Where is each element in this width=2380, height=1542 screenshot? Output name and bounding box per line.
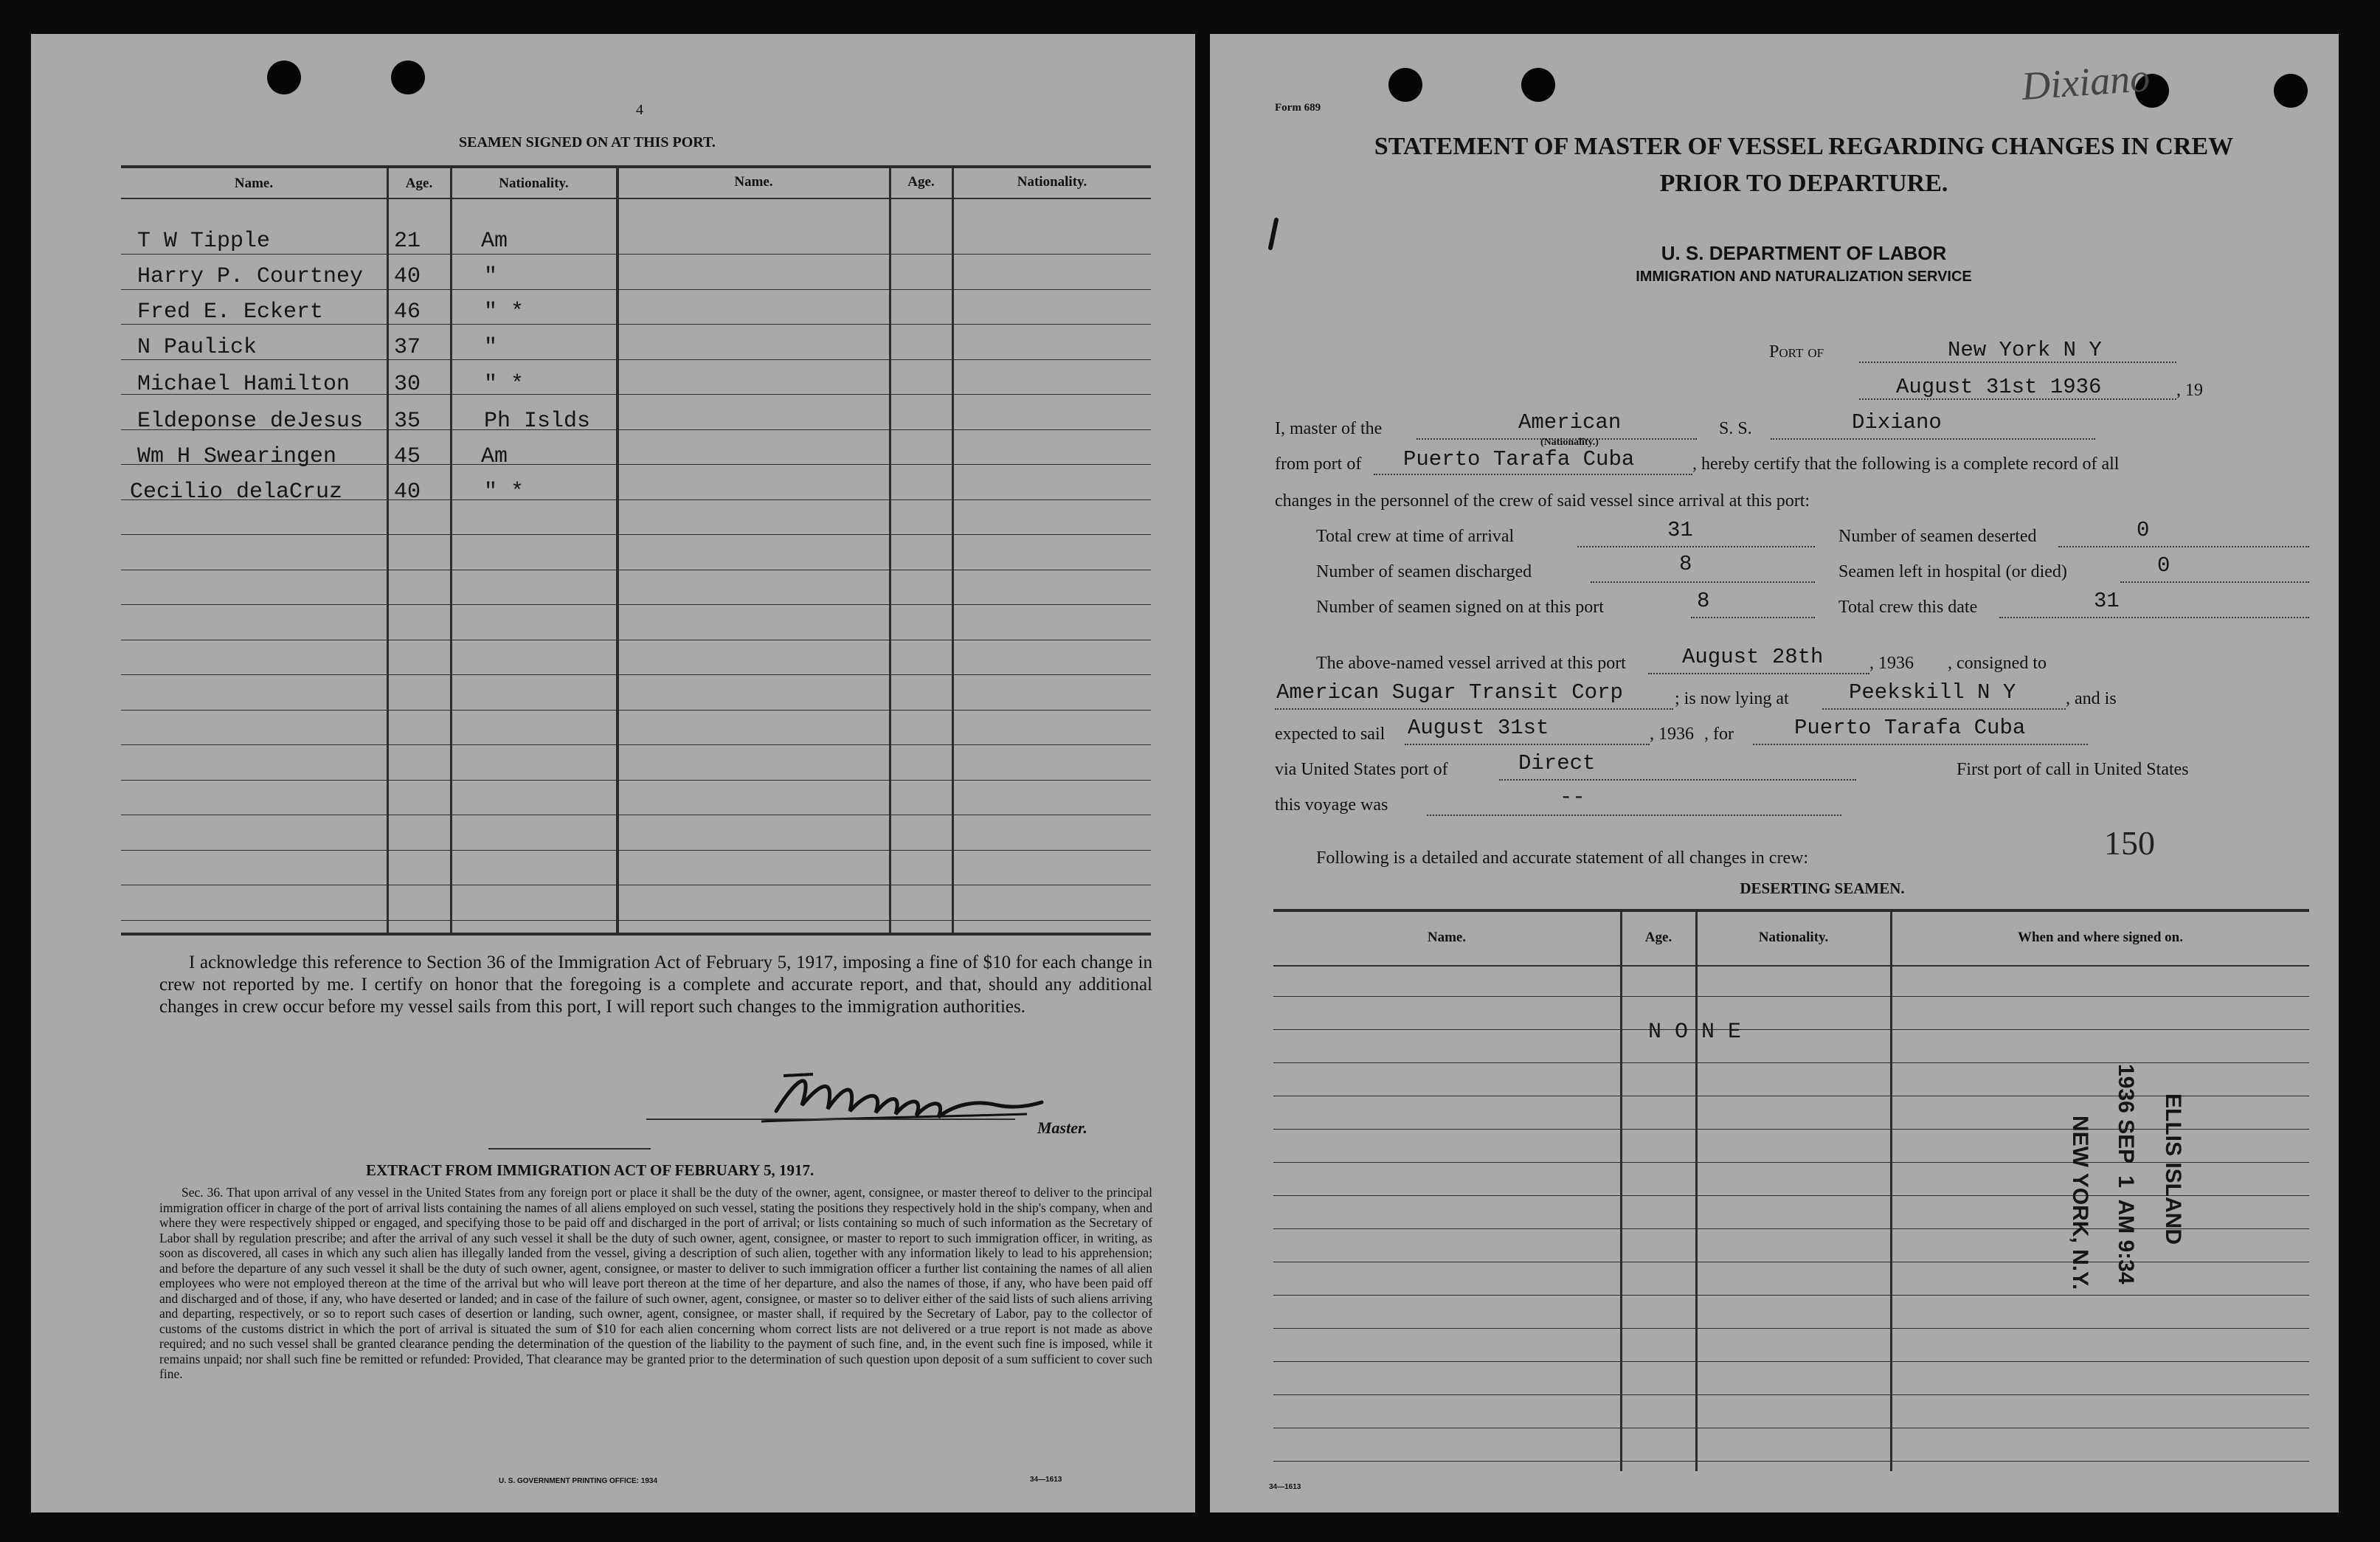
consigned-label: , consigned to: [1948, 654, 2047, 673]
arrived-line: [1648, 673, 1869, 674]
column-divider: [1620, 910, 1622, 1471]
row-rule: [1273, 1228, 2309, 1229]
stat-line: [1691, 617, 1815, 618]
department-name: U. S. DEPARTMENT OF LABOR: [1661, 242, 1947, 264]
extract-title: EXTRACT FROM IMMIGRATION ACT OF FEBRUARY 5, 1917.: [366, 1161, 814, 1179]
seaman-nationality: " *: [484, 372, 525, 397]
row-rule: [1273, 1062, 2309, 1063]
deserting-col-name: Name.: [1427, 930, 1467, 945]
for-line: [1753, 744, 2088, 745]
deserting-col-age: Age.: [1644, 930, 1672, 945]
row-rule: [1273, 1029, 2309, 1030]
stat-line: [1577, 546, 1815, 547]
discharged-label: Number of seamen discharged: [1316, 562, 1532, 581]
seaman-age: 40: [394, 480, 421, 505]
date-suffix: , 19: [2176, 381, 2203, 400]
voyage-line: [1427, 815, 1841, 816]
row-rule: [1273, 1328, 2309, 1329]
row-rule: [121, 604, 1151, 605]
expected-label: expected to sail: [1275, 725, 1386, 744]
signed-on-value: 8: [1697, 589, 1710, 613]
row-rule: [1273, 1195, 2309, 1196]
seaman-age: 35: [394, 409, 421, 434]
deserted-value: 0: [2137, 518, 2150, 542]
arrived-year: , 1936: [1869, 654, 1914, 673]
table-bottom-rule: [121, 933, 1151, 936]
seaman-nationality: Ph Islds: [484, 409, 591, 434]
expected-year: , 1936: [1650, 725, 1694, 744]
via-line: [1499, 779, 1856, 781]
for-label: , for: [1704, 725, 1734, 744]
for-value: Puerto Tarafa Cuba: [1794, 716, 2026, 740]
col-header-name: Name.: [234, 176, 274, 191]
seaman-nationality: " *: [484, 300, 525, 325]
lying-value: Peekskill N Y: [1849, 680, 2016, 705]
row-rule: [1273, 1461, 2309, 1462]
table-top-rule: [121, 165, 1151, 168]
seaman-nationality: Am: [481, 444, 508, 469]
deserting-top-rule: [1273, 909, 2309, 912]
seaman-nationality: Am: [481, 229, 508, 254]
row-rule: [1273, 1361, 2309, 1362]
form-title-line2: PRIOR TO DEPARTURE.: [1659, 170, 1948, 197]
seaman-name: Harry P. Courtney: [137, 264, 364, 289]
master-label: Master.: [1037, 1119, 1087, 1137]
master-of-label: I, master of the: [1275, 419, 1383, 438]
row-rule: [121, 744, 1151, 745]
form-code: 34—1613: [1269, 1483, 1301, 1491]
seaman-nationality: ": [484, 264, 498, 289]
total-crew-arrival-label: Total crew at time of arrival: [1316, 527, 1515, 546]
and-is-label: , and is: [2066, 689, 2117, 708]
arrived-label: The above-named vessel arrived at this port: [1316, 654, 1626, 673]
form-code: 34—1613: [1030, 1476, 1062, 1484]
column-divider: [616, 167, 619, 934]
seaman-name: Cecilio delaCruz: [130, 480, 343, 505]
lying-label: ; is now lying at: [1675, 689, 1789, 708]
extract-text: Sec. 36. That upon arrival of any vessel in the United States from any foreign port or place it shall be the duty of the owner, agent, consignee, or master thereof to deliver to the principal immigration officer in charge of the port of arrival lists containing the names of all aliens employed on such vessel, stating the positions they respectively hold in the ship's company, when and where they were respectively shipped or engaged, and specifying those to be paid off and discharged in the port of arrival; or lists containing so much of such information as the Secretary of Labor shall by regulation prescribe; and after the arrival of any such vessel it shall be the duty of such owner, agent, consignee, or master to report to such immigration officer, in writing, as soon as discovered, all cases in which any such alien has illegally landed from the vessel, giving a description of such alien, together with any information likely to lead to his apprehension; and before the departure of any such vessel it shall be the duty of such owner, agent, consignee, or master to deliver to such immigration officer a further list containing the names of all alien employees who were not employed thereon at the time of the arrival but who will leave port thereon at the time of her departure, and also the names of those, if any, who have been paid off and discharged and of those, if any, who have deserted or landed; and in case of the failure of such owner, agent, consignee, or master so to deliver either of the said lists of such aliens arriving and departing, respectively, or so to report such cases of desertion or landing, such owner, agent, consignee, or master shall, if required by the Secretary of Labor, pay to the collector of customs of the customs district in which the port of arrival is situated the sum of $10 for each alien concerning whom correct lists are not delivered or a true report is not made as above required; and no such vessel shall be granted clearance pending the determination of the question of the liability to the payment of such fine, and, in the event such fine is imposed, while it remains unpaid; nor shall such fine be remitted or refunded: Provided, That clearance may be granted prior to the determination of such question upon deposit of a sum sufficient to cover such fine.: [159, 1185, 1152, 1381]
expected-value: August 31st: [1408, 716, 1549, 740]
deserted-label: Number of seamen deserted: [1838, 527, 2037, 546]
punch-hole: [1521, 68, 1555, 102]
handwritten-number: 150: [2104, 824, 2155, 862]
ship-name-line: [1771, 438, 2095, 440]
section-title: SEAMEN SIGNED ON AT THIS PORT.: [459, 134, 716, 151]
col-header-nationality: Nationality.: [499, 176, 569, 191]
acknowledgement-text: I acknowledge this reference to Section 36 of the Immigration Act of February 5, 1917, imposing a fine of $10 for each change in crew not reported by me. I certify on honor that the foregoing is a complete and accurate report, and that, should any additional changes in crew occur before my vessel sails from this port, I will report such changes to the immigration authorities.: [159, 952, 1152, 1017]
seaman-name: Wm H Swearingen: [137, 444, 337, 469]
signed-on-label: Number of seamen signed on at this port: [1316, 598, 1604, 617]
col-header-age-2: Age.: [907, 174, 935, 190]
port-label: Port of: [1769, 342, 1824, 362]
row-rule: [121, 674, 1151, 675]
row-rule: [121, 534, 1151, 535]
row-rule: [1273, 996, 2309, 997]
deserting-title: DESERTING SEAMEN.: [1740, 879, 1905, 897]
stat-line: [2120, 581, 2309, 583]
expected-line: [1405, 744, 1650, 745]
total-crew-date-value: 31: [2094, 589, 2120, 613]
form-number: Form 689: [1275, 102, 1321, 114]
deserting-none: N O N E: [1648, 1020, 1742, 1045]
stat-line: [1591, 581, 1815, 583]
signature-line: [646, 1119, 1015, 1120]
seaman-name: Fred E. Eckert: [137, 300, 324, 325]
seaman-age: 45: [394, 444, 421, 469]
voyage-label: this voyage was: [1275, 795, 1388, 815]
row-rule: [121, 780, 1151, 781]
voyage-value: --: [1560, 785, 1585, 809]
right-page: [1210, 34, 2339, 1512]
master-signature: [732, 1054, 1056, 1135]
seaman-age: 37: [394, 335, 421, 360]
row-rule: [1273, 1162, 2309, 1163]
row-rule: [1273, 1129, 2309, 1130]
deserting-col-when-where: When and where signed on.: [2017, 930, 2183, 945]
column-divider: [1890, 910, 1892, 1471]
table-header-rule: [121, 198, 1151, 199]
printer-line: U. S. GOVERNMENT PRINTING OFFICE: 1934: [499, 1477, 658, 1485]
handwritten-ship-name: Dixiano: [2020, 55, 2151, 108]
service-name: IMMIGRATION AND NATURALIZATION SERVICE: [1636, 269, 1972, 285]
lying-line: [1822, 708, 2066, 710]
row-rule: [121, 254, 1151, 255]
stat-line: [2058, 546, 2309, 547]
divider-rule: [488, 1148, 651, 1149]
discharged-value: 8: [1679, 552, 1692, 576]
column-divider: [889, 167, 891, 934]
col-header-nationality-2: Nationality.: [1017, 174, 1087, 190]
col-header-age: Age.: [405, 176, 433, 191]
first-port-label: First port of call in United States: [1957, 760, 2189, 779]
punch-hole: [1388, 68, 1422, 102]
date-value: August 31st 1936: [1896, 375, 2102, 399]
certify-text: , hereby certify that the following is a complete record of all: [1692, 454, 2120, 474]
ss-label: S. S.: [1719, 419, 1752, 438]
hospital-label: Seamen left in hospital (or died): [1838, 562, 2067, 581]
seaman-name: N Paulick: [137, 335, 257, 360]
arrived-value: August 28th: [1682, 645, 1824, 669]
punch-hole: [391, 60, 425, 94]
row-rule: [1273, 1394, 2309, 1395]
row-rule: [121, 359, 1151, 360]
seaman-name: Eldeponse deJesus: [137, 409, 364, 434]
deserting-col-nationality: Nationality.: [1758, 930, 1829, 945]
seaman-nationality: ": [484, 335, 498, 360]
form-title-line1: STATEMENT OF MASTER OF VESSEL REGARDING CHANGES IN CREW: [1374, 133, 2234, 160]
seaman-age: 21: [394, 229, 421, 254]
seaman-age: 46: [394, 300, 421, 325]
total-crew-arrival-value: 31: [1667, 518, 1693, 542]
stamp-location: NEW YORK, N.Y.: [2068, 1116, 2092, 1290]
stat-line: [1999, 617, 2309, 618]
seaman-name: Michael Hamilton: [137, 372, 350, 397]
stamp-ellis-island: ELLIS ISLAND: [2161, 1093, 2185, 1245]
left-page: [31, 34, 1195, 1512]
seaman-name: T W Tipple: [137, 229, 271, 254]
seaman-age: 30: [394, 372, 421, 397]
via-label: via United States port of: [1275, 760, 1448, 779]
from-port-label: from port of: [1275, 454, 1362, 474]
ship-name-value: Dixiano: [1852, 410, 1942, 435]
column-divider: [952, 167, 954, 934]
changes-text: changes in the personnel of the crew of said vessel since arrival at this port:: [1275, 491, 1810, 511]
from-port-line: [1374, 474, 1692, 475]
punch-hole: [267, 60, 301, 94]
page-number: 4: [636, 102, 643, 118]
nationality-caption: (Nationality.): [1540, 437, 1599, 448]
hospital-value: 0: [2157, 553, 2170, 578]
seaman-age: 40: [394, 264, 421, 289]
row-rule: [1273, 1295, 2309, 1296]
row-rule: [121, 920, 1151, 921]
col-header-name-2: Name.: [734, 174, 773, 190]
column-divider: [1695, 910, 1698, 1471]
from-port-value: Puerto Tarafa Cuba: [1403, 447, 1635, 471]
column-divider: [450, 167, 452, 934]
punch-hole: [2274, 74, 2308, 108]
total-crew-date-label: Total crew this date: [1838, 598, 1978, 617]
stamp-date: 1936 SEP 1 AM 9:34: [2114, 1064, 2138, 1285]
following-text: Following is a detailed and accurate statement of all changes in crew:: [1316, 848, 1809, 868]
row-rule: [121, 850, 1151, 851]
row-rule: [121, 710, 1151, 711]
deserting-header-rule: [1273, 965, 2309, 967]
seaman-nationality: " *: [484, 480, 525, 505]
nationality-value: American: [1518, 410, 1622, 435]
via-value: Direct: [1518, 751, 1596, 775]
port-value: New York N Y: [1948, 338, 2102, 362]
consignee-value: American Sugar Transit Corp: [1276, 680, 1623, 705]
column-divider: [387, 167, 389, 934]
consignee-line: [1275, 708, 1673, 710]
